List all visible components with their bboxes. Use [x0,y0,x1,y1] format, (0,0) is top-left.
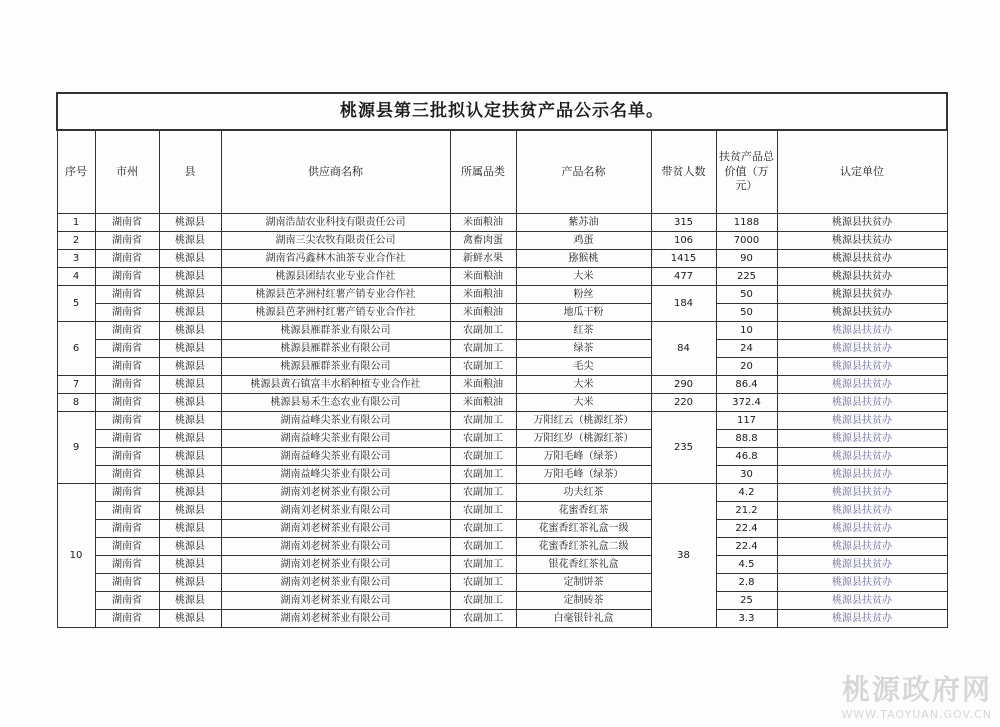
cell-city: 湖南省 [95,592,159,610]
cell-supplier: 湖南浩喆农业科技有限责任公司 [221,214,450,232]
cell-people: 106 [651,232,716,250]
cell-county: 桃源县 [159,592,221,610]
table-row [57,394,947,412]
cell-seq: 8 [57,394,95,412]
cell-category: 农副加工 [450,358,516,376]
cell-county: 桃源县 [159,358,221,376]
cell-city: 湖南省 [95,538,159,556]
table-row [57,610,947,628]
cell-product: 白毫银针礼盒 [516,610,651,628]
cell-city: 湖南省 [95,322,159,340]
cell-county: 桃源县 [159,574,221,592]
cell-product: 绿茶 [516,340,651,358]
header-category: 所属品类 [450,130,516,214]
cell-product: 花蜜香红茶礼盒二级 [516,538,651,556]
cell-county: 桃源县 [159,214,221,232]
header-supplier: 供应商名称 [221,130,450,214]
cell-seq: 4 [57,268,95,286]
cell-county: 桃源县 [159,484,221,502]
cell-value: 46.8 [716,448,777,466]
cell-city: 湖南省 [95,502,159,520]
cell-product: 大米 [516,394,651,412]
table-row [57,286,947,304]
cell-county: 桃源县 [159,538,221,556]
cell-seq: 1 [57,214,95,232]
cell-product: 花蜜香红茶礼盒一级 [516,520,651,538]
cell-product: 紫苏油 [516,214,651,232]
cell-category: 米面粮油 [450,394,516,412]
header-value: 扶贫产品总价值（万元） [716,130,777,214]
cell-unit: 桃源县扶贫办 [777,538,947,556]
cell-city: 湖南省 [95,286,159,304]
cell-unit: 桃源县扶贫办 [777,268,947,286]
cell-value: 22.4 [716,520,777,538]
cell-supplier: 湖南刘老树茶业有限公司 [221,592,450,610]
cell-value: 86.4 [716,376,777,394]
cell-unit: 桃源县扶贫办 [777,574,947,592]
cell-value: 1188 [716,214,777,232]
cell-county: 桃源县 [159,430,221,448]
cell-supplier: 湖南益峰尖茶业有限公司 [221,466,450,484]
cell-unit: 桃源县扶贫办 [777,232,947,250]
cell-supplier: 桃源县芭茅洲村红薯产销专业合作社 [221,286,450,304]
cell-seq: 6 [57,322,95,376]
cell-unit: 桃源县扶贫办 [777,556,947,574]
cell-category: 农副加工 [450,592,516,610]
cell-unit: 桃源县扶贫办 [777,448,947,466]
cell-product: 大米 [516,268,651,286]
poverty-products-table [56,92,948,628]
cell-people: 235 [651,412,716,484]
cell-unit: 桃源县扶贫办 [777,250,947,268]
table-row [57,502,947,520]
cell-people: 84 [651,322,716,376]
cell-value: 21.2 [716,502,777,520]
cell-category: 农副加工 [450,340,516,358]
document-sheet [56,92,946,628]
header-product: 产品名称 [516,130,651,214]
cell-seq: 7 [57,376,95,394]
cell-category: 农副加工 [450,556,516,574]
cell-city: 湖南省 [95,466,159,484]
cell-city: 湖南省 [95,340,159,358]
cell-product: 万阳毛峰（绿茶） [516,448,651,466]
cell-value: 3.3 [716,610,777,628]
cell-value: 30 [716,466,777,484]
cell-county: 桃源县 [159,322,221,340]
cell-unit: 桃源县扶贫办 [777,592,947,610]
cell-county: 桃源县 [159,304,221,322]
watermark [841,668,992,721]
table-row [57,268,947,286]
cell-category: 农副加工 [450,538,516,556]
cell-people: 315 [651,214,716,232]
cell-category: 农副加工 [450,322,516,340]
cell-seq: 3 [57,250,95,268]
cell-supplier: 桃源县黄石镇富丰水稻种植专业合作社 [221,376,450,394]
cell-product: 毛尖 [516,358,651,376]
cell-city: 湖南省 [95,484,159,502]
table-row [57,448,947,466]
cell-value: 225 [716,268,777,286]
cell-value: 50 [716,286,777,304]
cell-county: 桃源县 [159,448,221,466]
cell-unit: 桃源县扶贫办 [777,520,947,538]
cell-city: 湖南省 [95,448,159,466]
table-row [57,214,947,232]
cell-city: 湖南省 [95,304,159,322]
cell-people: 477 [651,268,716,286]
cell-category: 农副加工 [450,430,516,448]
cell-category: 农副加工 [450,610,516,628]
cell-value: 88.8 [716,430,777,448]
cell-county: 桃源县 [159,232,221,250]
table-row [57,304,947,322]
table-row [57,574,947,592]
cell-city: 湖南省 [95,358,159,376]
cell-supplier: 湖南省冯鑫林木油茶专业合作社 [221,250,450,268]
cell-county: 桃源县 [159,376,221,394]
cell-value: 7000 [716,232,777,250]
cell-product: 地瓜干粉 [516,304,651,322]
cell-category: 米面粮油 [450,304,516,322]
cell-product: 鸡蛋 [516,232,651,250]
cell-county: 桃源县 [159,394,221,412]
table-row [57,232,947,250]
cell-supplier: 湖南三尖农牧有限责任公司 [221,232,450,250]
cell-product: 万阳红云（桃源红茶） [516,412,651,430]
cell-supplier: 湖南刘老树茶业有限公司 [221,520,450,538]
cell-city: 湖南省 [95,430,159,448]
cell-supplier: 桃源县易禾生态农业有限公司 [221,394,450,412]
table-row [57,358,947,376]
header-row [57,130,947,214]
cell-value: 22.4 [716,538,777,556]
cell-product: 定制饼茶 [516,574,651,592]
table-row [57,538,947,556]
cell-people: 1415 [651,250,716,268]
cell-product: 功夫红茶 [516,484,651,502]
cell-value: 117 [716,412,777,430]
cell-supplier: 桃源县雁群茶业有限公司 [221,340,450,358]
cell-category: 米面粮油 [450,268,516,286]
cell-supplier: 湖南刘老树茶业有限公司 [221,538,450,556]
cell-county: 桃源县 [159,502,221,520]
cell-product: 定制砖茶 [516,592,651,610]
cell-category: 农副加工 [450,502,516,520]
cell-unit: 桃源县扶贫办 [777,304,947,322]
cell-county: 桃源县 [159,250,221,268]
header-unit: 认定单位 [777,130,947,214]
cell-unit: 桃源县扶贫办 [777,340,947,358]
cell-product: 万阳毛峰（绿茶） [516,466,651,484]
cell-unit: 桃源县扶贫办 [777,214,947,232]
cell-product: 花蜜香红茶 [516,502,651,520]
table-row [57,430,947,448]
cell-county: 桃源县 [159,520,221,538]
cell-city: 湖南省 [95,520,159,538]
cell-people: 290 [651,376,716,394]
cell-product: 猕猴桃 [516,250,651,268]
table-body [57,214,947,628]
cell-product: 红茶 [516,322,651,340]
cell-supplier: 桃源县芭茅洲村红薯产销专业合作社 [221,304,450,322]
cell-unit: 桃源县扶贫办 [777,322,947,340]
cell-category: 米面粮油 [450,286,516,304]
cell-seq: 10 [57,484,95,628]
cell-value: 10 [716,322,777,340]
cell-category: 米面粮油 [450,376,516,394]
cell-category: 农副加工 [450,520,516,538]
cell-supplier: 湖南益峰尖茶业有限公司 [221,430,450,448]
cell-unit: 桃源县扶贫办 [777,466,947,484]
watermark-name: 桃源政府网 [841,673,992,706]
cell-city: 湖南省 [95,574,159,592]
cell-value: 372.4 [716,394,777,412]
cell-unit: 桃源县扶贫办 [777,484,947,502]
cell-unit: 桃源县扶贫办 [777,610,947,628]
page-title: 桃源县第三批拟认定扶贫产品公示名单。 [57,93,947,130]
cell-city: 湖南省 [95,556,159,574]
table-row [57,484,947,502]
cell-value: 4.2 [716,484,777,502]
cell-county: 桃源县 [159,610,221,628]
cell-city: 湖南省 [95,394,159,412]
cell-product: 大米 [516,376,651,394]
cell-unit: 桃源县扶贫办 [777,358,947,376]
cell-people: 220 [651,394,716,412]
cell-city: 湖南省 [95,232,159,250]
cell-county: 桃源县 [159,412,221,430]
cell-county: 桃源县 [159,268,221,286]
cell-category: 农副加工 [450,574,516,592]
watermark-url: WWW.TAOYUAN.GOV.CN [841,708,992,721]
table-row [57,250,947,268]
cell-unit: 桃源县扶贫办 [777,376,947,394]
cell-product: 银花香红茶礼盒 [516,556,651,574]
cell-product: 万阳红岁（桃源红茶） [516,430,651,448]
cell-city: 湖南省 [95,214,159,232]
cell-county: 桃源县 [159,286,221,304]
cell-supplier: 湖南刘老树茶业有限公司 [221,484,450,502]
cell-value: 20 [716,358,777,376]
cell-category: 农副加工 [450,484,516,502]
cell-supplier: 桃源县雁群茶业有限公司 [221,322,450,340]
cell-category: 农副加工 [450,412,516,430]
cell-unit: 桃源县扶贫办 [777,286,947,304]
cell-supplier: 湖南刘老树茶业有限公司 [221,502,450,520]
cell-value: 50 [716,304,777,322]
cell-category: 新鲜水果 [450,250,516,268]
table-row [57,466,947,484]
cell-city: 湖南省 [95,610,159,628]
cell-supplier: 湖南刘老树茶业有限公司 [221,574,450,592]
cell-seq: 5 [57,286,95,322]
table-row [57,340,947,358]
cell-supplier: 湖南益峰尖茶业有限公司 [221,412,450,430]
table-row [57,592,947,610]
cell-people: 184 [651,286,716,322]
cell-value: 25 [716,592,777,610]
table-row [57,412,947,430]
cell-county: 桃源县 [159,466,221,484]
table-row [57,520,947,538]
header-county: 县 [159,130,221,214]
cell-value: 2.8 [716,574,777,592]
cell-city: 湖南省 [95,268,159,286]
table-row [57,322,947,340]
cell-value: 90 [716,250,777,268]
cell-unit: 桃源县扶贫办 [777,430,947,448]
cell-seq: 2 [57,232,95,250]
cell-unit: 桃源县扶贫办 [777,394,947,412]
header-city: 市州 [95,130,159,214]
cell-value: 24 [716,340,777,358]
cell-county: 桃源县 [159,340,221,358]
header-people: 带贫人数 [651,130,716,214]
cell-category: 禽畜肉蛋 [450,232,516,250]
cell-supplier: 湖南益峰尖茶业有限公司 [221,448,450,466]
cell-category: 米面粮油 [450,214,516,232]
cell-people: 38 [651,484,716,628]
cell-supplier: 湖南刘老树茶业有限公司 [221,610,450,628]
cell-city: 湖南省 [95,376,159,394]
cell-value: 4.5 [716,556,777,574]
cell-supplier: 桃源县团结农业专业合作社 [221,268,450,286]
cell-supplier: 桃源县雁群茶业有限公司 [221,358,450,376]
cell-product: 粉丝 [516,286,651,304]
cell-seq: 9 [57,412,95,484]
cell-unit: 桃源县扶贫办 [777,412,947,430]
cell-unit: 桃源县扶贫办 [777,502,947,520]
header-seq: 序号 [57,130,95,214]
cell-city: 湖南省 [95,250,159,268]
table-row [57,376,947,394]
cell-city: 湖南省 [95,412,159,430]
cell-category: 农副加工 [450,466,516,484]
table-row [57,556,947,574]
cell-county: 桃源县 [159,556,221,574]
cell-category: 农副加工 [450,448,516,466]
cell-supplier: 湖南刘老树茶业有限公司 [221,556,450,574]
